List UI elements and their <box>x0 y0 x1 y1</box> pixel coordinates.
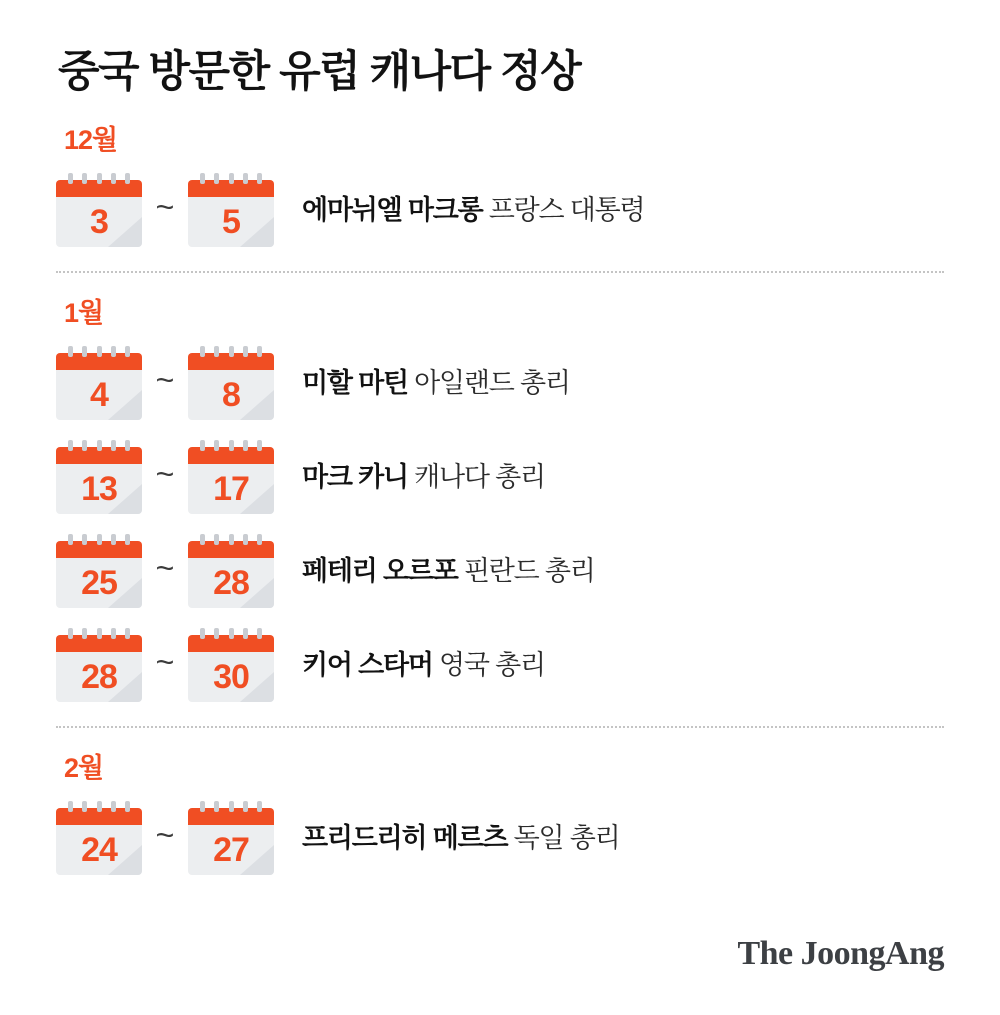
person-name: 마크 카니 <box>302 462 408 493</box>
calendar-rings-icon <box>194 440 268 449</box>
date-range <box>56 346 284 420</box>
calendar-day-start: 24 <box>81 830 117 869</box>
person-label <box>302 361 570 400</box>
date-range <box>56 801 284 875</box>
person-label <box>302 188 644 227</box>
calendar-rings-icon <box>62 440 136 449</box>
calendar-icon-start <box>56 173 142 247</box>
person-label <box>302 816 620 855</box>
person-name: 페테리 오르포 <box>302 556 458 587</box>
publisher-logo: The JoongAng <box>737 935 944 972</box>
calendar-rings-icon <box>62 534 136 543</box>
calendar-day-end: 8 <box>222 375 240 414</box>
calendar-icon-start <box>56 628 142 702</box>
calendar-icon-end <box>188 628 274 702</box>
calendar-rings-icon <box>194 801 268 810</box>
date-range <box>56 440 284 514</box>
calendar-rings-icon <box>194 628 268 637</box>
calendar-icon-start <box>56 440 142 514</box>
calendar-rings-icon <box>62 628 136 637</box>
schedule-row <box>56 791 944 885</box>
calendar-rings-icon <box>194 346 268 355</box>
calendar-icon-end <box>188 534 274 608</box>
month-group-december <box>56 118 944 257</box>
month-group-january <box>56 291 944 712</box>
date-range <box>56 173 284 247</box>
calendar-day-start: 4 <box>90 375 108 414</box>
page-title: 중국 방문한 유럽 캐나다 정상 <box>58 48 581 96</box>
calendar-day-end: 5 <box>222 202 240 241</box>
calendar-rings-icon <box>62 801 136 810</box>
person-name: 미할 마틴 <box>302 368 408 399</box>
range-separator: ~ <box>155 643 175 680</box>
range-separator: ~ <box>155 361 175 398</box>
range-separator: ~ <box>155 455 175 492</box>
footer <box>737 935 944 973</box>
calendar-day-start: 28 <box>81 657 117 696</box>
calendar-icon-end <box>188 440 274 514</box>
calendar-icon-end <box>188 801 274 875</box>
calendar-day-end: 17 <box>213 469 249 508</box>
schedule-row <box>56 524 944 618</box>
date-range <box>56 534 284 608</box>
person-role: 핀란드 총리 <box>463 556 595 587</box>
person-name: 프리드리히 메르츠 <box>302 823 508 854</box>
calendar-day-end: 30 <box>213 657 249 696</box>
calendar-day-start: 25 <box>81 563 117 602</box>
calendar-icon-end <box>188 346 274 420</box>
schedule-row <box>56 163 944 257</box>
month-label: 12월 <box>64 124 118 155</box>
calendar-icon-end <box>188 173 274 247</box>
month-label: 1월 <box>64 297 104 328</box>
person-role: 캐나다 총리 <box>414 462 545 493</box>
calendar-icon-start <box>56 534 142 608</box>
month-label: 2월 <box>64 752 104 783</box>
person-label <box>302 455 545 494</box>
range-separator: ~ <box>155 816 175 853</box>
schedule-row <box>56 336 944 430</box>
calendar-icon-start <box>56 346 142 420</box>
person-label <box>302 549 595 588</box>
calendar-day-start: 13 <box>81 469 117 508</box>
section-divider <box>56 726 944 728</box>
month-group-february <box>56 746 944 885</box>
date-range <box>56 628 284 702</box>
range-separator: ~ <box>155 188 175 225</box>
person-role: 영국 총리 <box>439 650 545 681</box>
person-name: 키어 스타머 <box>302 650 433 681</box>
person-role: 프랑스 대통령 <box>488 195 645 226</box>
calendar-day-end: 27 <box>213 830 249 869</box>
person-role: 아일랜드 총리 <box>414 368 570 399</box>
calendar-day-end: 28 <box>213 563 249 602</box>
calendar-day-start: 3 <box>90 202 108 241</box>
calendar-rings-icon <box>62 346 136 355</box>
calendar-icon-start <box>56 801 142 875</box>
person-role: 독일 총리 <box>513 823 620 854</box>
calendar-rings-icon <box>194 534 268 543</box>
calendar-rings-icon <box>194 173 268 182</box>
schedule-row <box>56 618 944 712</box>
schedule-row <box>56 430 944 524</box>
range-separator: ~ <box>155 549 175 586</box>
calendar-rings-icon <box>62 173 136 182</box>
person-label <box>302 643 545 682</box>
section-divider <box>56 271 944 273</box>
person-name: 에마뉘엘 마크롱 <box>302 195 483 226</box>
